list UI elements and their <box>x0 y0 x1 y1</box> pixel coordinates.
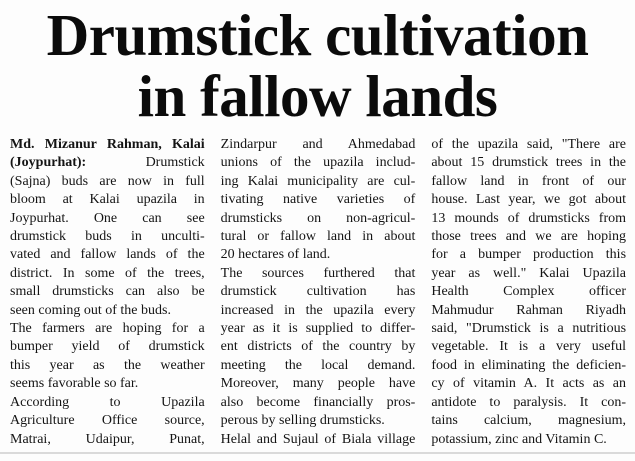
text-line: fallow land in front of our <box>431 173 627 189</box>
text-line: of the upazila said, "There are <box>431 137 627 152</box>
text-line: those trees and we are hoping <box>431 229 627 245</box>
text-line: year as it is supplied to differ- <box>220 321 416 337</box>
text-line: Joypurhat. One can see <box>10 210 205 226</box>
text-line: tural or fallow land in about <box>220 229 416 245</box>
text-line: cy of vitamin A. It acts as an <box>431 376 627 392</box>
text-line: small drumsticks can also be <box>10 284 205 300</box>
text-line: tivating native varieties of <box>220 192 416 208</box>
text-line: Moreover, many people have <box>220 376 416 392</box>
text-line: this year as the weather <box>10 357 205 373</box>
text-line: Mahmudur Rahman Riyadh <box>431 302 627 318</box>
bottom-rule <box>0 452 635 454</box>
text-line: Helal and Sujaul of Biala village <box>220 431 416 447</box>
article-column-3 <box>431 136 626 449</box>
text-line: (Sajna) buds are now in full <box>10 173 205 189</box>
text-line: said, "Drumstick is a nutritious <box>431 321 627 337</box>
text-line: ing Kalai municipality are cul- <box>220 173 416 189</box>
article-headline <box>0 0 635 127</box>
text-line: about 15 drumstick trees in the <box>431 155 627 171</box>
headline-line-1: Drumstick cultivation <box>46 2 589 68</box>
text-line: Zindarpur and Ahmedabad <box>220 137 416 152</box>
byline-text-line: Md. Mizanur Rahman, Kalai <box>10 137 205 152</box>
text-line: bloom at Kalai upazila in <box>10 192 205 208</box>
article-body <box>0 127 635 449</box>
text-line: bumper yield of drumstick <box>10 339 205 355</box>
text-line: district. In some of the trees, <box>10 265 205 281</box>
text-line: perous by selling drumsticks. <box>220 413 385 429</box>
article-column-2 <box>221 136 416 449</box>
text-line: potassium, zinc and Vitamin C. <box>431 431 607 447</box>
text-line: Health Complex officer <box>431 284 627 300</box>
text-line: Agriculture Office source, <box>10 413 205 429</box>
text-line: 13 mounds of drumsticks from <box>431 210 627 226</box>
text-line: also become financially pros- <box>220 394 416 410</box>
text-line: Matrai, Udaipur, Punat, <box>10 431 205 447</box>
text-line: meeting the local demand. <box>220 357 416 373</box>
text-line: seen coming out of the buds. <box>10 302 171 318</box>
text-line: drumstick buds in unculti- <box>10 229 205 245</box>
text-line: ent districts of the country by <box>220 339 416 355</box>
text-line: drumstick cultivation has <box>220 284 416 300</box>
text-line: The sources furthered that <box>220 265 416 281</box>
byline-text-line: (Joypurhat): Drumstick <box>10 155 205 171</box>
text-line: tains calcium, magnesium, <box>431 413 627 429</box>
text-line: increased in the upazila every <box>220 302 416 318</box>
text-line: drumsticks on non-agricul- <box>220 210 416 226</box>
text-line: for a bumper production this <box>431 247 627 263</box>
text-line: The farmers are hoping for a <box>10 321 205 337</box>
text-line: According to Upazila <box>10 394 205 410</box>
text-line: food in eliminating the deficien- <box>431 357 627 373</box>
headline-line-2: in fallow lands <box>137 63 498 129</box>
text-line: antidote to paralysis. It con- <box>431 394 627 410</box>
text-line: vegetable. It is a very useful <box>431 339 627 355</box>
text-line: vated and fallow lands of the <box>10 247 205 263</box>
article-column-1 <box>10 136 205 449</box>
text-line: seems favorable so far. <box>10 376 139 392</box>
text-line: 20 hectares of land. <box>220 247 331 263</box>
text-line: unions of the upazila includ- <box>220 155 416 171</box>
text-line: year as well." Kalai Upazila <box>431 265 627 281</box>
text-line: house. Last year, we got about <box>431 192 627 208</box>
